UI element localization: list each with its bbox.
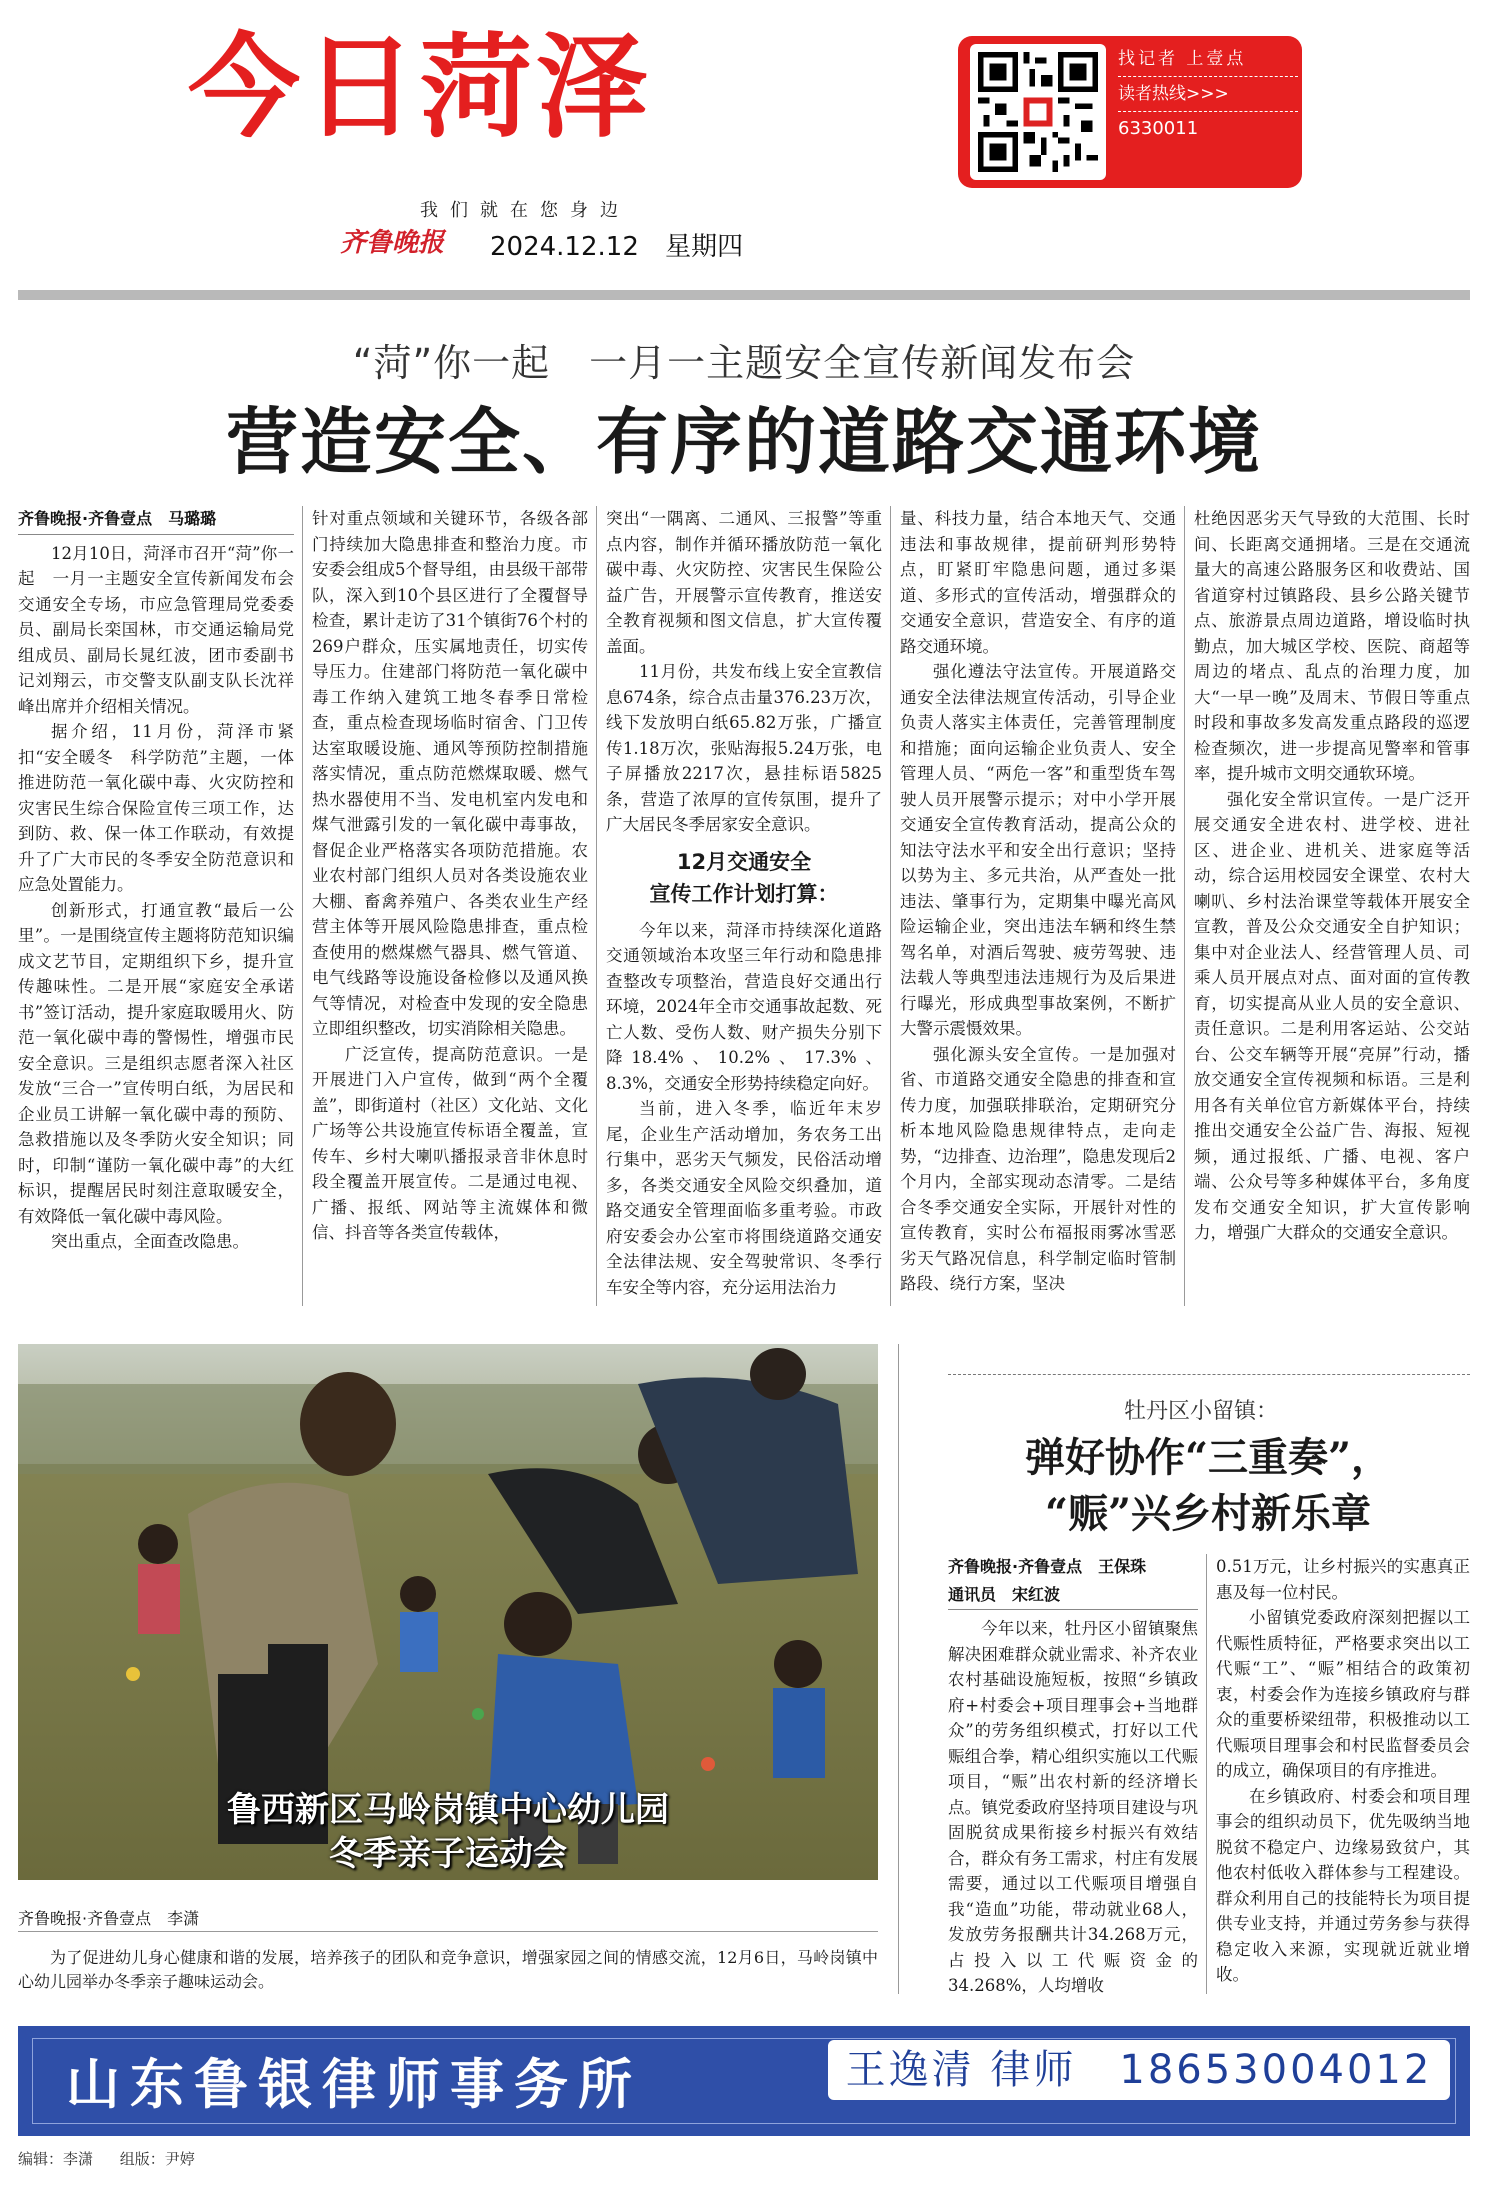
paragraph: 创新形式，打通宣教“最后一公里”。一是围绕宣传主题将防范知识编成文艺节目，定期组织下乡，提升宣传趣味性。二是开展“家庭安全承诺书”签订活动，提升家庭取暖用火、防范一氧化碳中毒的警惕性，增强市民安全意识。三是组织志愿者深入社区发放“三合一”宣传明白纸，为居民和企业员工讲解一氧化碳中毒的预防、急救措施以及冬季防火安全知识；同时，印制“谨防一氧化碳中毒”的大红标识，提醒居民时刻注意取暖安全，有效降低一氧化碳中毒风险。: [18, 900, 294, 1226]
paragraph: 在乡镇政府、村委会和项目理事会的组织动员下，优先吸纳当地脱贫不稳定户、边缘易致贫户，其他农村低收入群体参与工程建设。群众利用自己的技能特长为项目提供专业支持，并通过劳务参与获得稳定收入来源，实现就近就业增收。: [1216, 1786, 1470, 1984]
paragraph: 针对重点领域和关键环节，各级各部门持续加大隐患排查和整治力度。市安委会组成5个督导组，由县级干部带队，深入到10个县区进行了全覆督导检查，累计走访了31个镇街76个村的269户群众，压实属地责任，切实传导压力。住建部门将防范一氧化碳中毒工作纳入建筑工地冬春季日常检查，重点检查现场临时宿舍、门卫传达室取暖设施、通风等预防控制措施落实情况，重点防范燃煤取暖、燃气热水器使用不当、发电机室内发电和煤气泄露引发的一氧化碳中毒事故，督促企业严格落实各项防范措施。农业农村部门组织人员对各类设施农业大棚、畜禽养殖户、各类农业生产经营主体等开展风险隐患排查，重点检查使用的燃煤燃气器具、燃气管道、电气线路等设施设备检修以及通风换气等情况，对检查中发现的安全隐患立即组织整改，切实消除相关隐患。: [312, 509, 588, 1038]
issue-date: 2024.12.12: [490, 232, 639, 262]
subhead-text: 12月交通安全 宣传工作计划打算：: [649, 849, 839, 906]
story-divider: [948, 1374, 1470, 1375]
paragraph: 当前，进入冬季，临近年末岁尾，企业生产活动增加，务农务工出行集中，恶劣天气频发，民俗活动增多，各类交通安全风险交织叠加，道路交通安全管理面临多重考验。市政府安委会办公室市将围绕道路交通安全法律法规、安全驾驶常识、冬季行车安全等内容，充分运用法治力: [606, 1099, 882, 1297]
hotline-number: 6330011: [1118, 118, 1199, 139]
dateline: [490, 226, 761, 263]
paragraph: 强化源头安全宣传。一是加强对省、市道路交通安全隐患的排查和宣传力度，加强联排联治，定期研究分析本地风险隐患规律特点，走向走势，“边排查、边治理”，隐患发现后2个月内，全部实现动态清零。二是结合冬季交通安全实际，开展针对性的宣传教育，实时公布福报雨雾冰雪恶劣天气路况信息，科学制定临时管制路段、绕行方案，坚决: [900, 1044, 1176, 1293]
divider: [1118, 76, 1298, 77]
paragraph: 量、科技力量，结合本地天气、交通违法和事故规律，提前研判形势特点，盯紧盯牢隐患问题，通过多渠道、多形式的宣传活动，增强群众的交通安全意识，营造安全、有序的道路交通环境。: [900, 509, 1176, 656]
column-rule: [890, 506, 891, 1306]
article-column-1: [18, 506, 294, 1316]
section-subhead: [606, 846, 882, 910]
article-column-4: [900, 506, 1176, 1316]
column-rule: [302, 506, 303, 1306]
footer-layout: 组版：尹婷: [119, 2150, 195, 2168]
brand-logo: 齐鲁晚报: [340, 228, 445, 258]
masthead-slogan: 我们就在您身边: [420, 200, 630, 221]
story2-byline: 通讯员 宋红波: [948, 1582, 1198, 1611]
paragraph: 广泛宣传，提高防范意识。一是开展进门入户宣传，做到“两个全覆盖”，即街道村（社区）文化站、文化广场等公共设施宣传标语全覆盖，宣传车、乡村大喇叭播报录音非休息时段全覆盖开展宣传。二是通过电视、广播、报纸、网站等主流媒体和微信、抖音等各类宣传载体，: [312, 1044, 588, 1242]
story2-kicker: 牡丹区小留镇：: [1124, 1399, 1279, 1424]
paragraph: 突出“一隅离、二通风、三报警”等重点内容，制作并循环播放防范一氧化碳中毒、火灾防控、灾害民生保险公益广告，开展警示宣传教育，推送安全教育视频和图文信息，扩大宣传覆盖面。: [606, 509, 882, 656]
reader-hotline: [1118, 44, 1298, 144]
story2-headline-line: “赈”兴乡村新乐章: [1044, 1490, 1371, 1537]
divider: [1118, 111, 1298, 112]
masthead-rule: [18, 290, 1470, 300]
news-photo: [18, 1344, 878, 1880]
article-column-3: [606, 506, 882, 1316]
qr-code[interactable]: [970, 44, 1106, 180]
section-rule: [898, 1344, 899, 1994]
story2-column-2: [1216, 1554, 1470, 2014]
main-headline: 营造安全、有序的道路交通环境: [225, 399, 1262, 484]
story2-byline: 齐鲁晚报·齐鲁壹点 王保珠: [948, 1557, 1147, 1576]
find-reporter-label: 找记者 上壹点: [1118, 49, 1247, 69]
story2-headline: [948, 1430, 1468, 1542]
hotline-label: 读者热线>>>: [1118, 84, 1229, 104]
photo-caption-line: 鲁西新区马岭岗镇中心幼儿园: [227, 1790, 669, 1830]
photo-caption: [18, 1788, 878, 1876]
paragraph: 突出重点，全面查改隐患。: [51, 1232, 249, 1251]
article-column-5: [1194, 506, 1470, 1316]
paragraph: 小留镇党委政府深刻把握以工代赈性质特征，严格要求突出以工代赈“工”、“赈”相结合的政策初衷，村委会作为连接乡镇政府与群众的重要桥梁纽带，积极推动以工代赈项目理事会和村民监督委员会的成立，确保项目的有序推进。: [1216, 1608, 1470, 1780]
main-byline: 齐鲁晚报·齐鲁壹点 马璐璐: [18, 506, 294, 535]
paragraph: 0.51万元，让乡村振兴的实惠真正惠及每一位村民。: [1216, 1557, 1470, 1602]
ad-firm-name: 山东鲁银律师事务所: [66, 2052, 642, 2116]
column-rule: [1206, 1554, 1207, 1994]
masthead-title: 今日菏泽: [188, 23, 652, 153]
paragraph: 11月份，共发布线上安全宣教信息674条，综合点击量376.23万次，线下发放明白纸65.82万张，广播宣传1.18万次，张贴海报5.24万张，电子屏播放2217次，悬挂标语5825条，营造了浓厚的宣传氛围，提升了广大居民冬季居家安全意识。: [606, 662, 882, 834]
story2-headline-line: 弹好协作“三重奏”，: [1024, 1434, 1391, 1481]
paragraph: 强化安全常识宣传。一是广泛开展交通安全进农村、进学校、进社区、进企业、进机关、进家庭等活动，综合运用校园安全课堂、农村大喇叭、乡村法治课堂等载体开展安全宣教，普及公众交通安全自护知识；集中对企业法人、经营管理人员、司乘人员开展点对点、面对面的宣传教育，切实提高从业人员的安全意识、责任意识。二是利用客运站、公交站台、公交车辆等开展“亮屏”行动，播放交通安全宣传视频和标语。三是利用各有关单位官方新媒体平台，持续推出交通安全公益广告、海报、短视频，通过报纸、广播、电视、客户端、公众号等多种媒体平台，多角度发布交通安全知识，扩大宣传影响力，增强广大群众的交通安全意识。: [1194, 789, 1470, 1242]
paragraph: 据介绍，11月份，菏泽市紧扣“安全暖冬 科学防范”主题，一体推进防范一氧化碳中毒、火灾防控和灾害民生综合保险宣传三项工作，达到防、救、保一体工作联动，有效提升了广大市民的冬季安全防范意识和应急处置能力。: [18, 722, 294, 894]
photo-credit: 齐鲁晚报·齐鲁壹点 李潇: [18, 1906, 878, 1932]
column-rule: [596, 506, 597, 1306]
paragraph: 今年以来，菏泽市持续深化道路交通领域治本攻坚三年行动和隐患排查整改专项整治，营造良好交通出行环境，2024年全市交通事故起数、死亡人数、受伤人数、财产损失分别下降18.4%、10.2%、17.3%、8.3%，交通安全形势持续稳定向好。: [606, 920, 882, 1093]
column-rule: [1184, 506, 1185, 1306]
photo-description: 为了促进幼儿身心健康和谐的发展，培养孩子的团队和竞争意识，增强家园之间的情感交流，12月6日，马岭岗镇中心幼儿园举办冬季亲子趣味运动会。: [18, 1948, 878, 1991]
paragraph: 今年以来，牡丹区小留镇聚焦解决困难群众就业需求、补齐农业农村基础设施短板，按照“乡镇政府+村委会+项目理事会+当地群众”的劳务组织模式，打好以工代赈组合拳，精心组织实施以工代赈项目，“赈”出农村新的经济增长点。镇党委政府坚持项目建设与巩固脱贫成果衔接乡村振兴有效结合，群众有务工需求，村庄有发展需要，通过以工代赈项目增强自我“造血”功能，带动就业68人，发放劳务报酬共计34.268万元，占投入以工代赈资金的34.268%，人均增收: [948, 1619, 1198, 1995]
page-footer: [18, 2148, 217, 2169]
photo-caption-line: 冬季亲子运动会: [329, 1834, 567, 1874]
ad-banner[interactable]: [18, 2026, 1470, 2136]
main-kicker: “菏”你一起 一月一主题安全宣传新闻发布会: [352, 341, 1136, 385]
story2-column-1: [948, 1554, 1198, 2014]
issue-weekday: 星期四: [665, 232, 744, 262]
paragraph: 强化遵法守法宣传。开展道路交通安全法律法规宣传活动，引导企业负责人落实主体责任，完善管理制度和措施；面向运输企业负责人、安全管理人员、“两危一客”和重型货车驾驶人员开展警示提示；对中小学开展交通安全宣传教育活动，提高公众的知法守法水平和安全出行意识；坚持以势为主、多元共治，从严查处一批违法、肇事行为，定期集中曝光高风险运输企业，突出违法车辆和终生禁驾名单，对酒后驾驶、疲劳驾驶、违法载人等典型违法违规行为及后果进行曝光，形成典型事故案例，不断扩大警示震慑效果。: [900, 662, 1176, 1038]
paragraph: 杜绝因恶劣天气导致的大范围、长时间、长距离交通拥堵。三是在交通流量大的高速公路服务区和收费站、国省道穿村过镇路段、县乡公路关键节点、旅游景点周边道路，增设临时执勤点，加大城区学校、医院、商超等周边的堵点、乱点的治理力度，加大“一早一晚”及周末、节假日等重点时段和事故多发高发重点路段的巡逻检查频次，进一步提高见警率和管事率，提升城市文明交通软环境。: [1194, 509, 1470, 783]
paragraph: 12月10日，菏泽市召开“菏”你一起 一月一主题安全宣传新闻发布会交通安全专场，市应急管理局党委委员、副局长栾国林，市交通运输局党组成员、副局长晁红波，团市委副书记刘翔云，市交警支队副支队长沈祥峰出席并介绍相关情况。: [18, 543, 294, 716]
ad-contact: 王逸清 律师 18653004012: [828, 2040, 1450, 2100]
footer-editor: 编辑：李潇: [18, 2150, 94, 2168]
article-column-2: [312, 506, 588, 1316]
qr-code-icon: [978, 52, 1098, 172]
